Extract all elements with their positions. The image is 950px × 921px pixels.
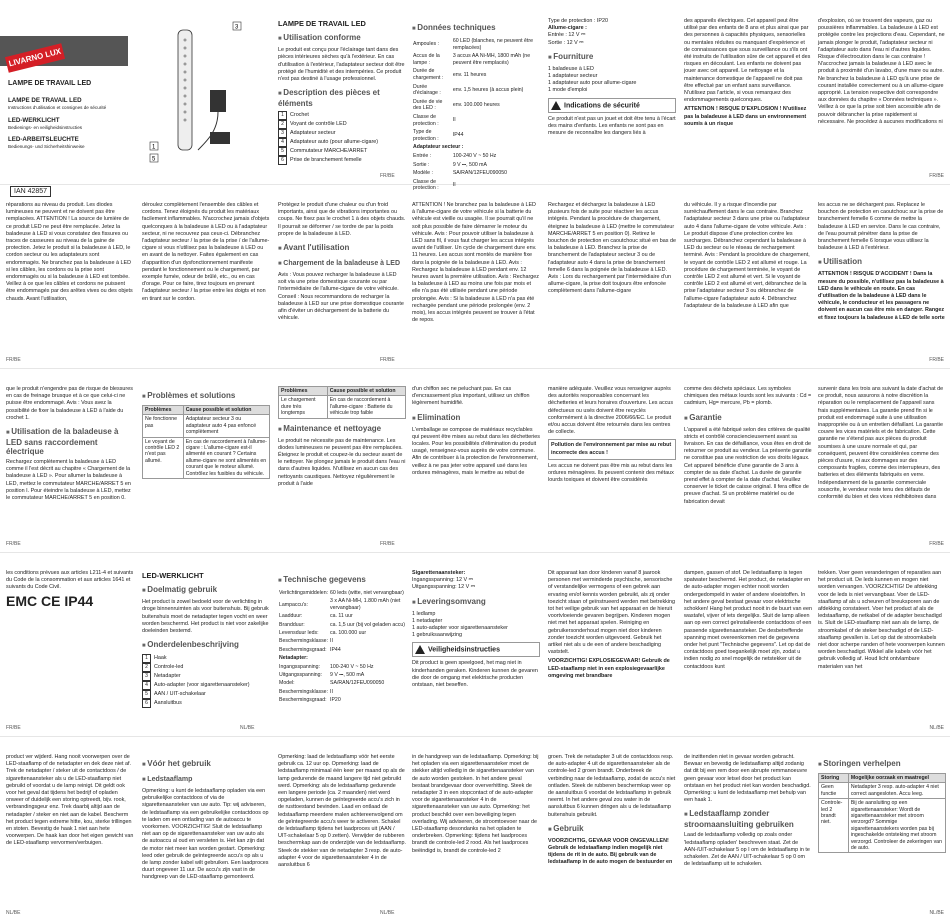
svg-text:5: 5 <box>152 156 156 163</box>
nl-cig-title: Sigarettenaansteker: <box>412 570 466 576</box>
cover-sub-fr: Instructions d'utilisation et consignes de sécurité <box>8 105 107 111</box>
fr-usage-heading: ■ Utilisation conforme <box>278 33 406 44</box>
nl-col-4: Sigarettenaansteker: Ingangsspanning: 12 V ⎓ Uitgangsspanning: 12 V ⎓ ■ Leveringsomvang 1 ledlamp 1 netadapter 1 auto-adapter voor sigarettenaansteker 1 gebruiksaanwijzing Veiligheidsinstructies Dit product is geen speelgoed, het mag niet in kinderhanden geraken. Kinderen kunnen de gevaren die door de omgang met elektrische producten ontstaan, niet beseffen. <box>412 570 540 722</box>
fr-maintenance-heading: ■ Maintenance et nettoyage <box>278 424 406 435</box>
fr-warranty-heading: ■ Garantie <box>684 413 812 424</box>
fr-supply-item: 1 baladeuse à LED <box>548 65 594 72</box>
fr-col-4 <box>548 18 676 170</box>
nl-explosion-warning: VOORZICHTIG! EXPLOSIEGEVAAR! Gebruik de LED-staaflamp niet in een explosiegevaarlijke omgeving met brandbare <box>548 658 670 679</box>
fr-desc-heading: ■ Description des pièces et éléments <box>278 88 406 108</box>
cover-main-title: LAMPE DE TRAVAIL LED <box>8 80 92 87</box>
nl-tech-heading: ■ Technische gegevens <box>278 575 406 586</box>
nl-safety-heading: Veiligheidsinstructies <box>412 642 540 657</box>
cover-column <box>0 18 136 195</box>
nl5-col-7 <box>818 754 946 906</box>
band-3 <box>0 368 950 553</box>
svg-text:3: 3 <box>235 24 239 31</box>
fr-supply-item: 1 adaptateur auto pour allume-cigare <box>548 80 637 87</box>
fr4-col-1: les conditions prévues aux articles L211-4 et suivants du Code de la consommation et aux articles 1641 et suivants du Code Civil. EMC CE IP44 <box>6 570 134 609</box>
page-lang-label: FR/BE <box>929 541 944 547</box>
cover-sub-nl: Bedienings- en veiligheidsinstructies <box>8 124 83 130</box>
nl-col-7: trekken. Voer geen veranderingen of reparaties aan het product uit. De leds kunnen en mogen niet worden vervangen. VOORZICHTIG! De afdekking voor de leds is niet vervangbaar. Voer de LED-staaflamp af als u scheuren of breuksporen aan de afdekking constateert. Voer het product af als de ledstaaflamp, de netkabel of de adapter beschadigd is. Sluit de LED-staaflamp niet aan als de lamp, de stroomkabel of de steker beschadigd of de LED-staaflamp gevallen is. Let op dat de stroomkabels niet door scherpe randen of hete voorwerpen kunnen worden beschadigd. Wikkel alle kabels vóór het gebruik volledig af. Houd licht ontvlambare materialen van het <box>818 570 945 670</box>
fr-cig-row-1: Entrée : 12 V ⎓ <box>548 32 586 39</box>
band-5 <box>0 736 950 921</box>
nl-supply-item: 1 netadapter <box>412 617 443 624</box>
fr-supply-heading: ■ Fourniture <box>548 52 676 63</box>
fr3-col-3: Problèmes Cause possible et solution Le chargement dure très longtemps En cas de raccordement à l'allume-cigare : Batterie du véhicule trop faible ■ Maintenance et nettoyage Le produit ne nécessite pas de maintenance. Les diodes lumineuses ne peuvent pas être remplacées. Éteignez le produit et coupez-le du secteur avant de le nettoyer. Ne plongez jamais le produit dans l'eau ni dans d'autres liquides. N'utilisez en aucun cas des nettoyants caustiques. Nettoyez régulièrement le produit à l'aide <box>278 386 406 538</box>
fr2-col-7: les accus ne se déchargent pas. Replacez le bouchon de protection en caoutchouc sur la prise de branchement femelle 6 comme de mettre la baladeuse à LED en service. Dans le cas contraire, de l'eau pourrait pénétrer dans la prise de branchement femelle 6 lorsque vous utilisez la baladeuse à LED à l'extérieur. ■ Utilisation ATTENTION ! RISQUE D'ACCIDENT ! Dans la mesure du possible, n'utilisez pas la baladeuse à LED dans le véhicule en route. En cas d'utilisation de la baladeuse à LED dans le véhicule, le conducteur et les passagers ne doivent en aucun cas être mis en danger. Rangez et fixez toujours la baladeuse à LED de telle sorte <box>818 202 946 354</box>
warning-icon <box>551 101 561 110</box>
fr-cig-row-2: Sortie : 12 V ⎓ <box>548 39 584 46</box>
cover-title-fr: LAMPE DE TRAVAIL LED <box>8 97 82 105</box>
fr-troubleshoot-table-2: Problèmes Cause possible et solution Le chargement dure très longtemps En cas de raccordement à l'allume-cigare : Batterie du véhicule trop faible <box>278 386 406 419</box>
page-lang-label: FR/BE <box>6 725 21 731</box>
fr-usage-text: Le produit est conçu pour l'éclairage tant dans des pièces intérieures sèches qu'à l'extérieur. En cas d'utilisation à l'extérieur, l'adaptateur secteur doit être protégé de l'humidité et des intempéries. Ce produit n'est pas destiné à l'usage professionnel. <box>278 47 405 83</box>
fr2-col-6: du véhicule. Il y a risque d'incendie par surréchauffement dans le cas contraire. Branchez l'adaptateur secteur 3 dans une prise ou l'adaptateur auto 4 dans l'allume-cigare de votre véhicule. Avis : Le produit dispose d'une protection contre les surcharges. Débranchez cependant la baladeuse à LED du secteur ou le réseau de rechargement terminé. Avis : Pendant la procédure de chargement, le voyant de contrôle LED 2 est allumé et rouge. La procédure de chargement terminée, le voyant de contrôle LED 2 est allumé et vert. Si le voyant de contrôle LED 2 est allumé et vert, débranchez de la prise l'adaptateur secteur 3 ou débranchez de l'allume-cigare l'adaptateur auto 4. Débranchez l'adaptateur de la baladeuse à LED afin que <box>684 202 810 309</box>
page-lang-label: NL/BE <box>6 910 21 916</box>
page-lang-label: NL/BE <box>240 725 255 731</box>
fr3-col-1: que le produit n'engendre pas de risque de blessures en cas de freinage brusque et à ce que celui-ci ne puisse être endommagé. Avis : Vous avez la possibilité de fixer la baladeuse à LED à l'aide du crochet 1. ■ Utilisation de la baladeuse à LED sans raccordement électrique Rechargez complètement la baladeuse à LED comme il l'est décrit au chapitre « Chargement de la baladeuse à LED ». Pour allumer la baladeuse à LED, mettez le commutateur MARCHE/ARRET 5 en position I. Pour éteindre la baladeuse à LED, mettez le commutateur MARCHE/ARRET 5 en position 0. <box>6 386 134 538</box>
nl5-col-2: ■ Vóór het gebruik ■ Ledstaaflamp Opmerking: u kunt de ledstaaflamp opladen via een gebruikelijke contactdoos of via de sigarettenaansteker van uw auto. Tip: wij adviseren, de ledstaaflamp via een gebruikelijke contactdoos op te laden om een ontlading van de autoaccu te voorkomen. VOORZICHTIG! Sluit de ledstaaflamp niet aan op de sigarettenaansteker van uw auto als de autoaccu al oud en versleten is. Het kan zijn dat de motor niet meer kan worden gestart. Opmerking: leed oder gebruik de geïntegreerde accu's op als u de lamp zonder kabel wilt gebruiken. Een laadproces duurt ongeveer 11 uur. De accu's zijn vast in de handgreep van de LED-staaflamp gemonteerd. <box>142 754 270 906</box>
fr-usage-section-heading: ■ Utilisation <box>818 257 946 268</box>
nl5-col-6: de inzittenden niet in gevaar worden gebracht. Bewaar en bevestig de ledstaaflamp altijd zodanig dat dit bij een rem door een abrupte remmanoeuvre geen gevaar voor letsel door het product kan ontstaan en het product niet kan worden beschadigd. Opmerking: u kunt de ledstaaflamp met behulp van een haak 1. ■ Ledstaaflamp zonder stroomaansluiting gebruiken Laad de ledstaaflamp volledig op zoals onder 'ledstaaflamp opladen' beschreven staat. Zet de AAN-/UIT-schakelaar 5 op I om de ledstaaflamp in te schakelen. Zet de AAN / UIT-schakelaar 5 op 0 om de ledstaaflamp uit te schakelen. <box>684 754 812 906</box>
nl5-col-3: Opmerking: laad de ledstaaflamp vóór het eerste gebruik ca. 12 uur op. Opmerking: laad de ledstaaflamp minimaal één keer per maand op als de lamp gedurende de maand langere tijd niet gebruikt werd. Opmerking: als de ledstaaflamp gedurende een langere periode (ca. 2 maanden) niet werd opgeladen, kunnen de geïntegreerde accu's zich in de rusttoestand bevinden. Laad en ontlaad de ledstaaflamp meerdere malen achtereenvolgend om de geïntegreerde accu's weer te activeren. Schakel de ledstaaflamp tijdens het laadproces uit (AAN / UIT-schakelaar 5 op 0 zetten). Verwijder de rubberen beschermkap aan de onderzijde van de ledstaaflamp. Steek de stekker van de netadapter 3 resp. de auto-adapter 4 voor de sigarettenaansteker 4 in de aansluitbus 6 <box>278 754 406 869</box>
nl-cig-row-1: Ingangsspanning: 12 V ⎓ <box>412 577 473 584</box>
nl-supply-heading: ■ Leveringsomvang <box>412 597 540 608</box>
fr-cig-title: Allume-cigare : <box>548 25 587 32</box>
nl5-col-1: product ver wijderd. Hang nooit voorwerpen over de LED-staaflamp of de netadapter en dek deze niet af. Trek de netadapter / steker uit de contactdoos / de sigarettenaansteker als u de LED-staaflamp niet gebruikt of voordat u de lamp reinigt. Dit geldt ook voor het geval dat tijdens het bedrijf of opladen onweer of duidelijk een storing optreedt, bijv. rook, verbrandingsgeur enz. Trek daarbij altijd aan de netadapter / steker en niet aan de kabel. Bescherm het product tegen extreme hitte, kou, sterke trillingen en stoten. Bevestig de haak 1 niet aan hete voorwerpen. De haak kan door het eigen gewicht van de LED-staaflamp vervormen/verbuigen. <box>6 754 134 847</box>
page-lang-label: FR/BE <box>929 357 944 363</box>
nl-usage-heading: ■ Doelmatig gebruik <box>142 585 270 596</box>
nl-supply-item: 1 ledlamp <box>412 610 436 617</box>
page-lang-label: FR/BE <box>380 173 395 179</box>
nl5-col-4: in de handgreep van de ledstaaflamp. Opmerking: bij het opladen via een sigarettenaansteker moet de stekker altijd volledig in de sigarettenaansteker van de auto worden gestoken. In het andere geval bestaat brandgevaar door oververhitting. Steek de netadapter 3 in een stopcontact of de auto-adapter voor de sigarettenaansteker 4 in de sigarettenaansteker van uw auto. Opmerking: het product beschikt over een beveiliging tegen overlading. Wij adviseren, de stroomtoevoer naar de LED-staaflamp desondanks na het opladen te onderbreken. Opmerking: tijdens het laadproces brandt de controle-led 2 rood. Als het laadproces beëindigd is, brandt de controle-led 2 <box>412 754 539 854</box>
fr-env-warning: Pollution de l'environnement par mise au rebut incorrecte des accus ! <box>548 439 676 459</box>
fr2-col-1: réparations au niveau du produit. Les diodes lumineuses ne peuvent et ne doivent pas être remplacées. ATTENTION ! La source de lumière de ce produit LED ne peut être remplacée. Jetez la baladeuse à LED si vous constatez des fissures ou traces de casseures au niveau de la gaine de protection. Jetez le produit si la baladeuse à LED, le cordon secteur ou les adaptateurs sont endommagés. Ne branchez pas la baladeuse à LED si les câbles, les cordons ou la prise sont endommagés ou si la baladeuse à LED est tombée. Veillez à ce que les câbles et cordons ne puissent être endommagés par des arêtes vives ou des objets chauds. Avant l'utilisation, <box>6 202 133 302</box>
cover-sub-de: Bedienungs- und Sicherheitshinweise <box>8 144 85 150</box>
page-lang-label: FR/BE <box>929 173 944 179</box>
nl-tech-table: Verlichtingsmiddelen: 60 leds (witte, niet vervangbaar) Lampaccu's: 3 x AA Ni-MH, 1.800 mAh (niet vervangbaar) Laadduur: ca. 11 uur Brandduur: ca. 1,5 uur (bij vol geladen accu) Levensduur leds: ca. 100.000 uur Beschermingsklasse: II Beschermingsgraad: IP44 Netadapter: Ingangsspanning: 100-240 V ~ 50 Hz Uitgangsspanning: 9 V ⎓, 500 mA Model: SA/RAN/12FEU090050 Beschermingsklasse: II Beschermingsgraad: IP20 <box>279 590 406 704</box>
nl-troubleshoot-heading: ■ Storingen verhelpen <box>818 759 946 770</box>
nl-supply-item: 1 auto-adapter voor sigarettenaansteker <box>412 625 508 632</box>
fr-tech-table: Ampoules : 60 LED (blanches, ne peuvent être remplacées) Accus de la lampe : 3 accus AA Ni-MH, 1800 mAh (ne peuvent être remplacés) Durée de chargement : env. 11 heures Durée d'éclairage : env. 1,5 heures (à accus plein) Durée de vie des LED : env. 100.000 heures Classe de protection : II Type de protection : IP44 Adaptateur secteur : Entrée : 100-240 V ~ 50 Hz Sortie : 9 V ⎓, 500 mA Modèle : SA/RAN/12FEU090050 Classe de protection : II <box>413 38 533 192</box>
nl-cig-row-2: Uitgangsspanning: 12 V ⎓ <box>412 584 476 591</box>
cover-title-nl: LED-WERKLICHT <box>8 116 60 124</box>
fr-safety-cont-2: d'explosion, où se trouvent des vapeurs, gaz ou poussières inflammables. La baladeuse à LED est protégée contre les projections d'eau. Cependant, ne jamais plonger le produit, l'adaptateur secteur ni l'adaptateur auto dans l'eau ni d'autres liquides. Risque d'électrocution dans le cas contraire ! N'accrochez jamais la baladeuse à LED avec le produit à proximité d'un lavabo, d'une mare ou autre. Ne branchez la baladeuse à LED qu'à une prise de courant installée correctement ou à un allume-cigare approprié. La tension respective doit correspondre aux données du chapitre « Données techniques ». Veillez à ce que la prise soit bien accessible afin de pouvoir débrancher la prise rapidement si nécessaire. Ne procédez à aucunes modifications ni <box>818 18 945 125</box>
fr-safety-cont: des appareils électriques. Cet appareil peut être utilisé par des enfants de 8 ans et plus ainsi que par des personnes à capacités physiques, sensorielles ou mentales réduites ou manquant d'expérience et de connaissances que sous surveillance ou s'ils ont été instruits de l'utilisation sûre de cet appareil et des risques en découlant. Les enfants ne doivent pas jouer avec cet appareil. Le nettoyage et la maintenance domestique de l'appareil ne doit pas être effectué par un enfant sans surveillance. N'utilisez pas l'article, si vous remarquez des endommagements quelconques. <box>684 18 811 104</box>
page-lang-label: FR/BE <box>380 357 395 363</box>
fr-cordless-heading: ■ Utilisation de la baladeuse à LED sans raccordement électrique <box>6 427 134 456</box>
product-illustration <box>148 20 248 170</box>
nl-col-6: dampen, gassen of stof. De ledstaaflamp is tegen spatwater beschermd. Het product, de netadapter en de auto-adapter mogen echter nooit worden ondergedompeld in water of andere vloeistoffen. In het andere geval bestaat gevaar voor elektrische schokken! Hang het product nooit in de buurt van een wastafel, vijver of iets dergelijks. Sluit de lamp alleen aan op een correct geïnstalleerde contactdoos of een passende sigarettenaansteker. De desbetreffende spanning moet overeenkomen met de gegevens onder het punt "Technische gegevens". Let op dat de contactdoos goed toegankelijk moet zijn, zodat u indien nodig zo snel mogelijk de netstekker uit de contactdoos kunt <box>684 570 812 670</box>
nl-desc-heading: ■ Onderdelenbeschrijving <box>142 640 270 651</box>
fr3-col-6: comme des déchets spéciaux. Les symboles chimiques des métaux lourds sont les suivants : Cd = cadmium, Hg= mercure, Pb = plomb. ■ Garantie L'appareil a été fabriqué selon des critères de qualité stricts et contrôlé consciencieusement avant sa livraison. En cas de défaillance, vous êtes en droit de retourner ce produit au vendeur. La présente garantie ne constitue pas une restriction de vos droits légaux. Cet appareil bénéficie d'une garantie de 3 ans à compter de sa date d'achat. La durée de garantie prend effet à compter de la date d'achat. Veuillez conserver le ticket de caisse original. Il fera office de preuve d'achat. Si un problème matériel ou de fabrication devait <box>684 386 812 538</box>
fr-supply-item: 1 mode d'emploi <box>548 87 588 94</box>
fr-disposal-heading: ■ Elimination <box>412 413 540 424</box>
fr3-col-5: manière adéquate. Veuillez vous renseigner auprès des autorités responsables concernant les déchetteries et leurs horaires d'ouverture. Les accus défectueux ou usés doivent être recyclés conformément à la directive 2006/66/EC. Le produit et/ou accus doivent être retournés dans les centres de collecte. Pollution de l'environnement par mise au rebut incorrecte des accus ! Les accus ne doivent pas être mis au rebut dans les ordures ménagères. Ils peuvent contenir des métaux lourds toxiques et doivent être considérés <box>548 386 676 538</box>
fr-type-row: Type de protection : IP20 <box>548 18 608 24</box>
fr3-col-7: survenir dans les trois ans suivant la date d'achat de ce produit, nous assurons à notre discrétion la réparation ou le remplacement de l'appareil sans frais supplémentaires. La garantie prend fin si le produit est endommagé suite à une utilisation inappropriée ou à un entretien défaillant. La garantie couvre les vices matériels et de fabrication. Cette garantie ne s'étend pas aux pièces du produit soumises à une usure normale et qui, par conséquent, peuvent être considérées comme des pièces d'usure, ni aux dommages sur des composants fragiles, comme des interrupteurs, des batteries et des éléments fabriqués en verre. Indépendamment de la garantie commerciale souscrite, le vendeur reste tenu des défauts de conformité du bien et des vices rédhibitoires dans <box>818 386 944 501</box>
fr-title: LAMPE DE TRAVAIL LED <box>278 19 366 28</box>
fr2-col-3: Protégez le produit d'une chaleur ou d'un froid importants, ainsi que de vibrations importantes ou coups. Ne fixez pas le crochet 1 à des objets chauds. Il pourrait se déformer / se tordre de par la poids propre de la baladeuse à LED. ■ Avant l'utilisation ■ Chargement de la baladeuse à LED Avis : Vous pouvez recharger la baladeuse à LED soit via une prise domestique courante ou par l'intermédiaire de l'allume-cigare de votre véhicule. Conseil : Nous recommandons de recharger la baladeuse à LED sur une prise domestique courante afin d'éviter un déchargement de la batterie du véhicule. <box>278 202 406 354</box>
nl-troubleshoot-table: Storing Mogelijke oorzaak en maatregel Geen functie Netadapter 3 resp. auto-adapter 4 niet correct aangesloten. Accu leeg. Controle-led 2 brandt niet. Bij de aansluiting op een sigarettenaansteker: Wordt de sigarettenaansteker met stroom verzorgd? Sommige sigarettenaanstekers worden pas bij ingeschakelde ontsteking met stroom verzorgd. Controleer de zekeringen van de auto. <box>818 773 946 853</box>
nl-title: LED-WERKLICHT <box>142 571 204 580</box>
nl-col-2: LED-WERKLICHT ■ Doelmatig gebruik Het product is zowel bedoeld voor de verlichting in droge binnenruimten als voor buitenshuis. Bij gebruik buitenshuis moet de netadapter tegen vocht en weer worden beschermd. Het product is niet voor zakelijke doeleinden bestemd. ■ Onderdelenbeschrijving 1 Haak 2 Controle-led 3 Netadapter 4 Auto-adapter (voor sigarettenaansteker) 5 AAN / UIT-schakelaar 6 Aansluitbus <box>142 570 270 722</box>
page-lang-label: FR/BE <box>6 357 21 363</box>
certification-marks: EMC CE IP44 <box>6 592 94 609</box>
band-4 <box>0 552 950 737</box>
nl-before-use-heading: ■ Vóór het gebruik <box>142 759 270 770</box>
fr-troubleshoot-heading: ■ Problèmes et solutions <box>142 391 270 402</box>
band-2 <box>0 184 950 369</box>
fr3-col-2 <box>142 386 270 538</box>
nl-cordless-heading: ■ Ledstaaflamp zonder stroomaansluiting gebruiken <box>684 809 812 829</box>
fr3-col-4: d'un chiffon sec ne peluchant pas. En cas d'encrassement plus important, utilisez un chiffon légèrement humidifié. ■ Elimination L'emballage se compose de matériaux recyclables qui peuvent être mises au rebut dans les déchetteries locales. Pour les possibilités d'élimination du produit usagé, renseignez-vous auprès de votre commune. Afin de contribuer à la protection de l'environnement, veillez à ne pas jeter votre appareil usé dans les ordures ménagères, mais le mettre au rebut de <box>412 386 540 538</box>
fr-tech-heading: ■ Données techniques <box>412 23 540 34</box>
fr-col-5 <box>684 18 812 170</box>
fr-col-6 <box>818 18 946 170</box>
page-lang-label: NL/BE <box>380 910 395 916</box>
fr2-col-5: Rechargez et déchargez la baladeuse à LED plusieurs fois de suite pour réactiver les accus intégrés. Pendant la procédure de chargement, éteignez la baladeuse à LED (mettre le commutateur MARCHE/ARRET 5 en position 0). Retirez le bouchon de protection en caoutchouc situé en bas de la baladeuse à LED. Branchez la prise de branchement de l'adaptateur secteur 3 ou de l'adaptateur auto 4 dans la prise de branchement femelle 6 dans la poignée de la baladeuse à LED. Avis : Lors du rechargement par l'intermédiaire d'un allume-cigare, la prise doit toujours être enfoncée complètement dans l'allume-cigare <box>548 202 676 295</box>
fr-parts-list: 1 Crochet 2 Voyant de contrôle LED 3 Adaptateur secteur 4 Adaptateur auto (pour allume-cigare) 5 Commutateur MARCHE/ARRET 6 Prise de branchement femelle <box>278 111 406 165</box>
fr-charge-heading: ■ Chargement de la baladeuse à LED <box>278 259 406 269</box>
nl-col-3 <box>278 570 406 722</box>
fr-safety-heading: Indications de sécurité <box>548 98 676 113</box>
page-lang-label: FR/BE <box>6 541 21 547</box>
svg-text:1: 1 <box>152 144 156 151</box>
fr-col-2 <box>278 18 406 170</box>
page-lang-label: FR/BE <box>380 541 395 547</box>
nl5-col-5: groen. Trek de netadapter 3 uit de contactdoos resp. de auto-adapter 4 uit de sigarettenaansteker als de controle-led 2 groen brandt. Onderbreek de verbinding naar de ledstaaflamp, zodat de accu's niet ontladen. Steek de rubberen beschermkap weer op de aansluitbus 6 voordat de ledstaaflamp in gebruik neemt. In het andere geval zou water in de aansluitbus 6 kunnen dringen als u de ledstaaflamp buitenshuis gebruikt. ■ Gebruik VOORZICHTIG, GEVAAR VOOR ONGEVALLEN! Gebruik de ledstaaflamp indien mogelijk niet tijdens de rit in de auto. Bij gebruik van de ledstaaflamp in de auto mogen de bestuurder en <box>548 754 676 906</box>
fr-col-3 <box>412 18 540 192</box>
fr-troubleshoot-table: Problèmes Cause possible et solution Ne fonctionne pas Adaptateur secteur 3 ou adaptateur auto 4 pas enfoncé complètement Le voyant de contrôle LED 2 n'est pas allumé. En cas de raccordement à l'allume-cigare : L'allume-cigare est-il alimenté en courant ? Certains allume-cigare ne sont alimentés en courant que le moteur allumé. Contrôlez les fusibles du véhicule. <box>142 405 270 479</box>
nl-lamp-heading: ■ Ledstaaflamp <box>142 775 270 785</box>
fr-before-use-heading: ■ Avant l'utilisation <box>278 243 406 254</box>
fr-safety-text: Ce produit n'est pas un jouet et doit être tenu à l'écart des mains d'enfants. Les enfants ne sont pas en mesure de reconnaître les dangers liés à <box>548 115 676 137</box>
cover-title-de: LED-ARBEITSLEUCHTE <box>8 136 79 144</box>
band-1 <box>0 0 950 195</box>
nl-usage-heading-2: ■ Gebruik <box>548 824 676 835</box>
fr-explosion-warning: ATTENTION ! RISQUE D'EXPLOSION ! N'utilisez pas la baladeuse à LED dans un environnement soumis à un risque <box>684 106 807 127</box>
fr-supply-item: 1 adaptateur secteur <box>548 73 598 80</box>
page-lang-label: NL/BE <box>929 910 944 916</box>
brand-logo: LIVARNO LUX <box>5 43 65 73</box>
nl-parts-list: 1 Haak 2 Controle-led 3 Netadapter 4 Auto-adapter (voor sigarettenaansteker) 5 AAN / UIT-schakelaar 6 Aansluitbus <box>142 654 270 708</box>
nl-col-5: Dit apparaat kan door kinderen vanaf 8 jaarook personen met verminderde psychische, sensorische of verstandelijke vermogens of een gebrek aan ervaring en/of kennis worden gebruikt, als zij onder toezicht staan of geïnstrueerd werden met betrekking tot het veilige gebruik van het apparaat en de hieruit voortvloeiende gevaren begrijpen. Kinderen mogen niet met het apparaat spelen. Reiniging en gebruikersonderhoud mogen niet door kinderen zonder toezicht worden uitgevoerd. Gebruik het artikel niet als u de een of andere beschadiging vaststelt. VOORZICHTIG! EXPLOSIEGEVAAR! Gebruik de LED-staaflamp niet in een explosiegevaarlijke omgeving met brandbare <box>548 570 676 679</box>
fr2-col-4: ATTENTION ! Ne branchez pas la baladeuse à LED à l'allume-cigare de votre véhicule si la batterie du véhicule est vieille ou usagée. Il se pourrait qu'il ne soit plus possible de faire démarrer le moteur du véhicule. Avis : Pour pouvoir utiliser la baladeuse à LED sans fil, il vous faut charger les accus intégrés avant de l'utiliser. Un cycle de chargement dure env. 11 heures. Les accus sont montés de manière fixe dans la poignée de la baladeuse à LED. Avis : Rechargez la baladeuse à LED pendant env. 12 heures avant la première utilisation. Avis : Rechargez la baladeuse à LED au moins une fois par mois et elle n'a pas été utilisée pendant une période prolongée. Avis : Si la baladeuse à LED n'a pas été rechargée pendant une période prolongée (env. 2 mois), les accus intégrés peuvent se trouver à l'état de repos. <box>412 202 539 324</box>
nl-supply-item: 1 gebruiksaanwijzing <box>412 632 463 639</box>
ian-number: IAN 42857 <box>10 186 51 197</box>
warning-icon <box>415 645 425 654</box>
fr2-col-2: déroulez complètement l'ensemble des câbles et cordons. Tenez éloignés du produit les matériaux facilement inflammables. N'accrochez jamais d'objets quelconques à la baladeuse à LED ou à l'adaptateur secteur, ni ne recouvrez pas ceux-ci. Débranchez l'adaptateur secteur / la prise de la prise / de l'allume-cigare si vous n'utilisez pas la baladeuse à LED ou en avant de la nettoyer. Faites également en cas d'apparition d'un dysfonctionnement manifeste pendant le fonctionnement ou le chargement, par exemple fumée, odeur de brûlé, etc., ou en cas d'orage. Pour ce faire, tirez toujours en prenant l'adaptateur secteur / la prise entre les doigts et non en tirant sur le cordon. <box>142 202 270 302</box>
page-lang-label: NL/BE <box>929 725 944 731</box>
